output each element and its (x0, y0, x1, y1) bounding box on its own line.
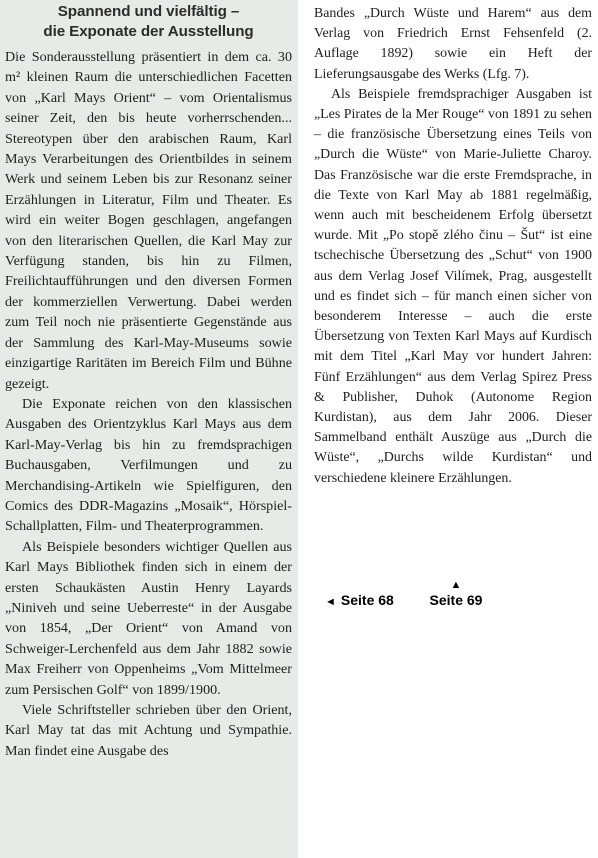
previous-page-label: Seite 68 (340, 592, 394, 608)
body-paragraph: Die Sonderausstellung präsentiert in dem ca. 30 m² kleinen Raum die unterschiedlichen Facetten von „Karl Mays Orient“ – vom Orientalismus seiner Zeit, den bis heute vorherrschenden... Stereotypen über den arabischen Raum, Karl Mays Verarbeitungen des Orientbildes in seinem Werk und seinem Leben bis zur Resonanz seiner Erzählungen in Literatur, Film und Theater. Es wird ein weiter Bogen geschlagen, angefangen von den literarischen Quellen, die Karl May zur Verfügung standen, bis hin zu Filmen, Freilichtaufführungen und den diversen Formen der kommerziellen Verwertung. Dabei werden zum Teil noch nie präsentierte Gegenstände aus der Sammlung des Karl-May-Museums sowie einzigartige Raritäten im Bereich Film und Bühne gezeigt. (5, 49, 292, 392)
body-paragraph: Als Beispiele besonders wichtiger Quellen aus Karl Mays Bibliothek finden sich in einem der ersten Schaukästen Austin Henry Layards „Niniveh und seine Ueberreste“ in der Ausgabe von 1854, „Der Orient“ von Amand von Schweiger-Lerchenfeld aus dem Jahr 1882 sowie Max Freiherr von Oppenheims „Vom Mittelmeer zum Persischen Golf“ von 1899/1900. (5, 538, 292, 698)
body-paragraph: Als Beispiele fremdsprachiger Ausgaben ist „Les Pirates de la Mer Rouge“ von 1891 zu sehen – die französische Übersetzung eines Teils von „Durch die Wüste“ von Marie-Juliette Charoy. Das Französische war die erste Fremdsprache, in die Texte von Karl May ab 1881 regelmäßig, wenn auch mit bescheidenem Erfolg übersetzt wurde. Mit „Po stopě zlého činu – Šut“ ist eine tschechische Übersetzung des „Schut“ von 1900 aus dem Verlag Josef Vilímek, Prag, ausgestellt und es findet sich – für manch einen sicher von besonderem Interesse – auch die erste Übersetzung von Texten Karl Mays auf Kurdisch mit dem Titel „Karl May vor hundert Jahren: Fünf Erzählungen“ aus dem Verlag Spirez Press & Publisher, Duhok (Autonome Region Kurdistan), aus dem Jahr 2006. Dieser Sammelband enthält Auszüge aus „Durch die Wüste“, „Durchs wilde Kurdistan“ und verschiedene kleinere Erzählungen. (314, 86, 592, 486)
previous-page-link[interactable] (325, 592, 394, 608)
headline-line-1: Spannend und vielfältig – (57, 3, 240, 20)
headline-line-2: die Exponate der Ausstellung (43, 23, 254, 40)
left-column (0, 0, 298, 858)
page-navigation (325, 578, 535, 612)
right-column (306, 0, 592, 858)
body-paragraph: Die Exponate reichen von den klassischen Ausgaben des Orientzyklus Karl Mays aus dem Karl-May-Verlag bis hin zu fremdsprachigen Buchausgaben, Verfilmungen und zu Merchandising-Artikeln wie Spielfiguren, den Comics des DDR-Magazins „Mosaik“, Hörspiel-Schallplatten, Film- und Theaterprogrammen. (5, 395, 292, 535)
body-paragraph: Bandes „Durch Wüste und Harem“ aus dem Verlag von Friedrich Ernst Fehsenfeld (2. Auflage 1892) sowie ein Heft der Lieferungsausgabe des Werks (Lfg. 7). (314, 6, 592, 82)
up-arrow-icon: ▲ (450, 579, 462, 591)
next-page-label: Seite 69 (429, 592, 483, 608)
left-arrow-icon: ◄ (325, 596, 336, 608)
article-headline (5, 2, 292, 42)
next-page-link[interactable] (425, 578, 487, 608)
body-paragraph: Viele Schriftsteller schrieben über den Orient, Karl May tat das mit Achtung und Sympathie. Man findet eine Ausgabe des (5, 702, 292, 759)
